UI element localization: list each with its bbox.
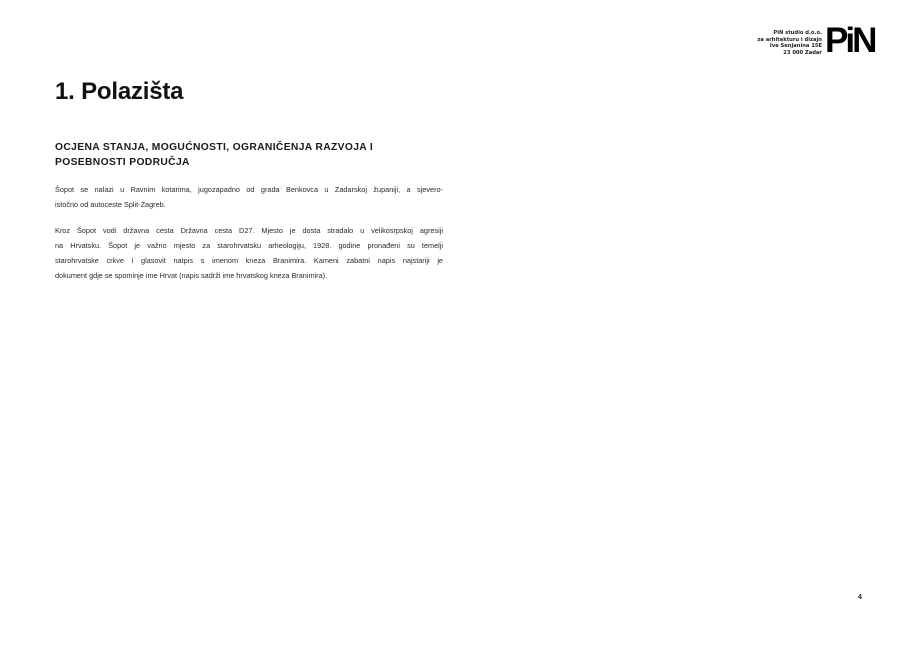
company-name: PiN studio d.o.o. [773,30,822,36]
paragraph-line: dokument gdje se spominje ime Hrvat (napis sadrži ime hrvatskog kneza Branimira). [55,271,328,281]
paragraph-line: starohrvatske crkve i glasovit natpis s imenom kneza Branimira. Kameni zabatni napis najstariji je [55,256,443,266]
paragraph-line: Kroz Šopot vodi državna cesta Državna cesta D27. Mjesto je dosta stradalo u velikosrpskoj agresiji [55,226,443,235]
page-title: 1. Polazišta [55,78,184,105]
pin-logo: PiN [825,21,875,60]
company-city: 23 000 Zadar [783,49,822,56]
paragraph-history [55,223,443,283]
company-tagline: za arhitekturu i dizajn [757,36,822,43]
company-address-block [757,30,822,56]
page-number: 4 [858,594,862,601]
paragraph-line: Šopot se nalazi u Ravnim kotarima, jugozapadno od grada Benkovca u Zadarskoj županiji, a sjevero- [55,185,443,194]
paragraph-line: na Hrvatsku. Šopot je važno mjesto za starohrvatsku arheologiju, 1928. godine pronađeni su temelji [55,241,443,251]
section-heading-line: OCJENA STANJA, MOGUĆNOSTI, OGRANIČENJA RAZVOJA I [55,142,374,153]
company-street: Ive Senjanina 15E [769,43,822,50]
paragraph-location [55,182,443,212]
section-heading-line: POSEBNOSTI PODRUČJA [55,156,190,168]
paragraph-line: istočno od autoceste Split-Zagreb. [55,200,166,210]
section-heading [55,141,395,170]
